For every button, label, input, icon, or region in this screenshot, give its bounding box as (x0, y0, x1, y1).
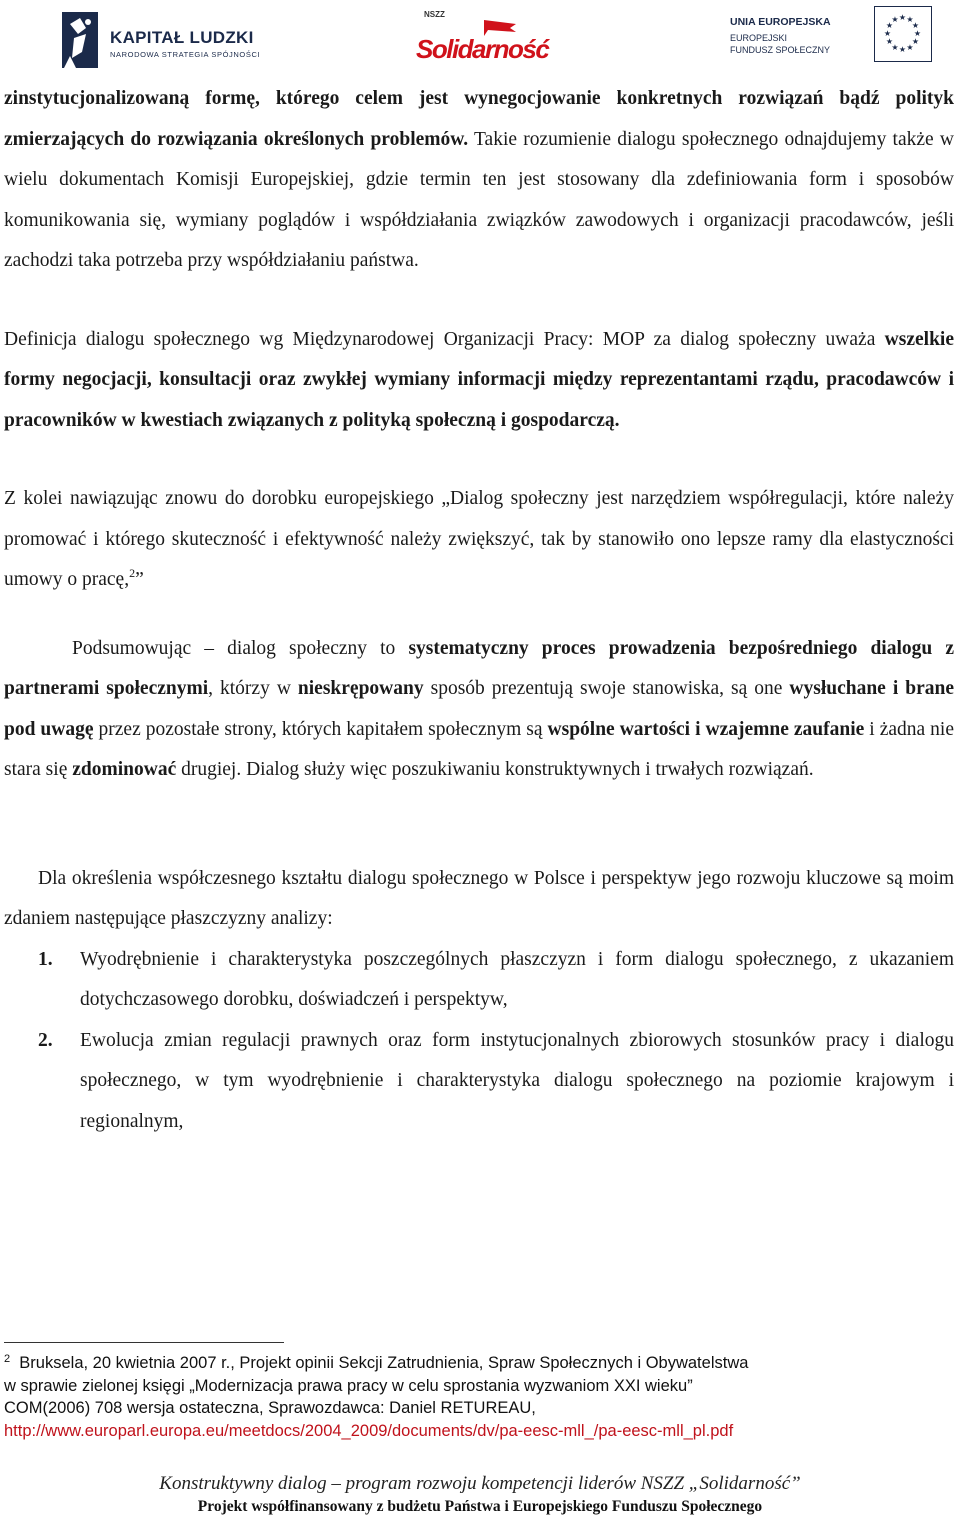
p4-bold-5: zdominować (72, 759, 177, 780)
list-item-text: Wyodrębnienie i charakterystyka poszczególnych płaszczyzn i form dialogu społecznego, z ukazaniem dotychczasowego dorobku, doświadczeń i perspektyw, (80, 948, 954, 1010)
solidarnosc-logo (412, 8, 549, 72)
list-item-text: Ewolucja zmian regulacji prawnych oraz form instytucjonalnych zbiorowych stosunków pracy i dialogu społecznego, w tym wyodrębnienie i charakterystyka dialogu społecznego na poziomie krajowym i regionalnym, (80, 1029, 954, 1132)
svg-text:★: ★ (885, 21, 894, 30)
footnote-line-3: COM(2006) 708 wersja ostateczna, Sprawozdawca: Daniel RETUREAU, (4, 1399, 536, 1418)
eu-stars-icon (875, 7, 930, 60)
footnote-ref: 2 (129, 566, 136, 580)
page-header (0, 0, 960, 80)
paragraph-5: Dla określenia współczesnego kształtu dialogu społecznego w Polsce i perspektyw jego rozwoju kluczowe są moim zdaniem następujące płaszczyzny analizy: (4, 867, 954, 929)
p4-text-4: przez pozostałe strony, których kapitałem społecznym są (93, 718, 548, 740)
p4-text-3: sposób prezentują swoje stanowiska, są one (423, 678, 790, 699)
footnote-number: 2 (4, 1353, 11, 1365)
p4-text-2: , którzy w (208, 678, 298, 699)
kapital-ludzki-logo (56, 6, 266, 76)
footnote (4, 1352, 954, 1442)
svg-text:★: ★ (891, 15, 899, 24)
eu-logo (724, 6, 936, 68)
footnote-link[interactable]: http://www.europarl.europa.eu/meetdocs/2004_2009/documents/dv/pa-eesc-mll_/pa-eesc-mll_pl.pdf (4, 1421, 734, 1440)
paragraph-3 (4, 479, 954, 601)
kapital-ludzki-emblem-icon (56, 8, 104, 74)
p4-bold-4: wspólne wartości i wzajemne zaufanie (547, 718, 865, 740)
p4-text-1: Podsumowując – dialog społeczny to (72, 637, 409, 659)
paragraph-1-bold: zinstytucjonalizowaną formę, którego celem jest wynegocjowanie konkretnych rozwiązań bądź polityk zmierzających do rozwiązania określonych problemów. (4, 88, 954, 150)
p4-text-6: drugiej. Dialog służy więc poszukiwaniu konstruktywnych i trwałych rozwiązań. (176, 759, 814, 780)
svg-text:★: ★ (898, 13, 907, 22)
paragraph-3-text: Z kolei nawiązując znowu do dorobku europejskiego „Dialog społeczny jest narzędziem współregulacji, które należy promować i którego skuteczność i efektywność należy zwiększyć, tak by stanowiło ono lepsze ramy dla elastyczności umowy o pracę, (4, 488, 954, 590)
p4-bold-3: wysłuchane i brane pod uwagę (4, 678, 955, 740)
svg-text:★: ★ (883, 29, 892, 38)
logo-right-line2: EUROPEJSKI (730, 33, 788, 43)
svg-text:★: ★ (906, 15, 914, 24)
footnote-line-2: w sprawie zielonej księgi „Modernizacja prawa pracy w celu sprostania wyzwaniom XXI wieku” (4, 1376, 693, 1395)
page-footer (0, 1472, 960, 1518)
paragraph-2 (4, 320, 954, 442)
paragraph-2-text: Definicja dialogu społecznego wg Międzynarodowej Organizacji Pracy: MOP za dialog społeczny uważa (4, 328, 885, 350)
svg-text:★: ★ (911, 37, 920, 46)
list-item-number: 2. (38, 1029, 53, 1051)
svg-text:★: ★ (906, 43, 914, 52)
logo-right-title: UNIA EUROPEJSKA (730, 16, 831, 28)
paragraph-3-close-quote: ” (135, 569, 144, 590)
document-body (4, 79, 954, 1142)
logo-left-subtitle: NARODOWA STRATEGIA SPÓJNOŚCI (110, 50, 261, 59)
logo-mid-nszz: NSZZ (424, 10, 445, 19)
list-item (4, 1021, 954, 1143)
footer-funding-note: Projekt współfinansowany z budżetu Państwa i Europejskiego Funduszu Społecznego (197, 1498, 763, 1515)
logo-right-subtitle (730, 32, 830, 56)
paragraph-1-text: Takie rozumienie dialogu społecznego odnajdujemy także w wielu dokumentach Komisji Europejskiej, gdzie termin ten jest stosowany dla zdefiniowania form i sposobów komunikowania się, wymiany poglądów i współdziałania związków zawodowych i organizacji pracodawców, jeśli zachodzi taka potrzeba przy współdziałaniu państwa. (4, 128, 954, 271)
paragraph-2-bold: wszelkie formy negocjacji, konsultacji oraz zwykłej wymiany informacji między reprezentantami rządu, pracodawców i pracowników w kwestiach związanych z polityką społeczną i gospodarczą. (4, 328, 954, 431)
svg-text:★: ★ (898, 45, 907, 54)
list-item-number: 1. (38, 948, 53, 970)
svg-text:★: ★ (911, 21, 920, 30)
footnote-text-1: Bruksela, 20 kwietnia 2007 r., Projekt opinii Sekcji Zatrudnienia, Spraw Społecznych i Obywatelstwa (19, 1354, 749, 1372)
paragraph-4 (4, 629, 954, 791)
svg-text:★: ★ (913, 29, 922, 38)
svg-text:★: ★ (885, 37, 894, 46)
analysis-list (4, 940, 954, 1143)
p4-bold-1: systematyczny proces prowadzenia bezpośredniego dialogu z partnerami społecznymi (4, 637, 955, 699)
paragraph-1 (4, 79, 954, 282)
logo-left-title: KAPITAŁ LUDZKI (110, 28, 254, 47)
p4-text-5: i żadna nie stara się (4, 718, 954, 780)
footnote-line-1 (4, 1352, 954, 1375)
svg-text:★: ★ (891, 43, 899, 52)
footer-program-title: Konstruktywny dialog – program rozwoju kompetencji liderów NSZZ „Solidarność” (159, 1473, 801, 1494)
footnote-separator (4, 1342, 284, 1343)
footnote-line-4 (4, 1420, 954, 1443)
logo-right-line3: FUNDUSZ SPOŁECZNY (730, 45, 831, 55)
logo-mid-word: Solidarność (416, 34, 549, 64)
p4-bold-2: nieskrępowany (297, 678, 424, 699)
eu-flag-icon (874, 6, 932, 62)
list-item (4, 940, 954, 1021)
